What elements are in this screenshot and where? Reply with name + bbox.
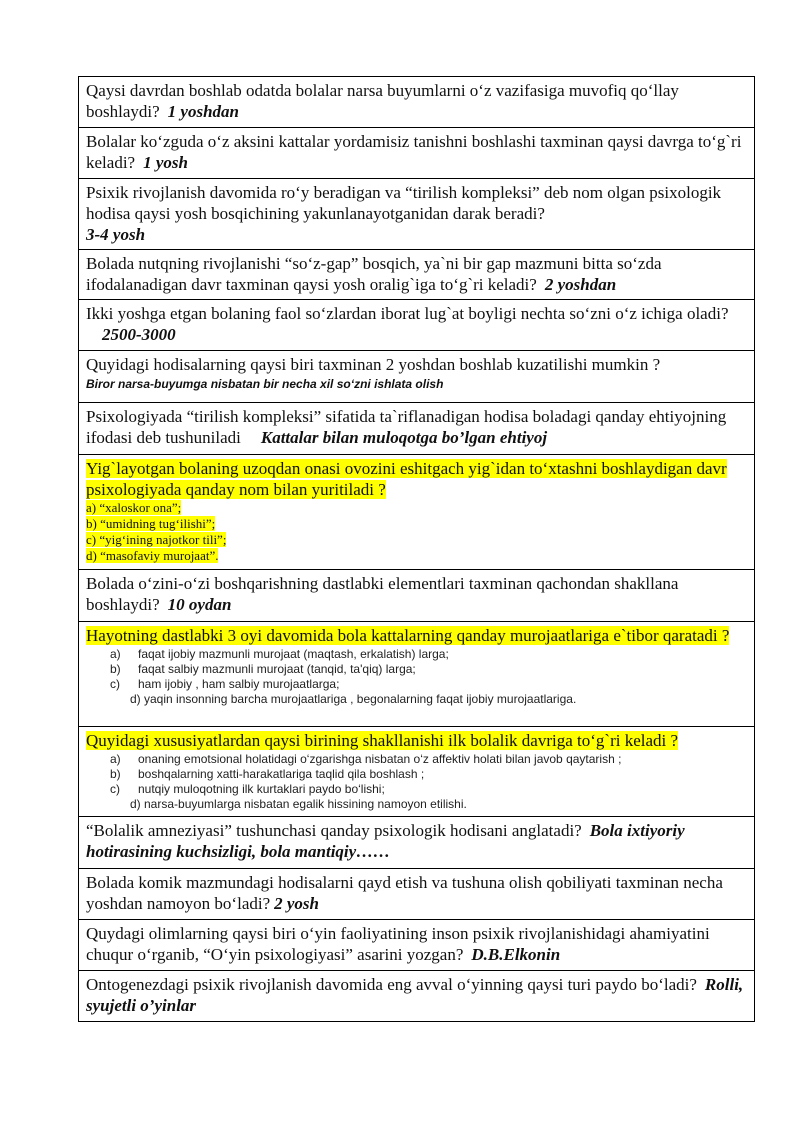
table-cell xyxy=(79,570,755,622)
option-d: d) “masofaviy murojaat”. xyxy=(86,548,219,563)
table-cell xyxy=(79,351,755,403)
table-row xyxy=(79,817,755,869)
table-row xyxy=(79,727,755,817)
table-row xyxy=(79,570,755,622)
options-list xyxy=(86,752,748,812)
option-b: b) boshqalarning xatti-harakatlariga taqlid qila boshlash ; xyxy=(110,767,425,781)
answer-text: 10 oydan xyxy=(167,595,232,614)
option-d: d) yaqin insonning barcha murojaatlariga , begonalarning faqat ijobiy murojaatlariga. xyxy=(130,692,577,706)
answer-text: 2500-3000 xyxy=(102,325,176,344)
table-row xyxy=(79,351,755,403)
option-c: c) ham ijobiy , ham salbiy murojaatlarga; xyxy=(110,677,340,691)
question-text: Bolada komik mazmundagi hodisalarni qayd etish va tushuna olish qobiliyati taxminan necha yoshdan namoyon bo‘ladi? xyxy=(86,873,723,913)
table-cell xyxy=(79,300,755,351)
table-cell xyxy=(79,622,755,727)
table-row xyxy=(79,455,755,570)
table-row xyxy=(79,250,755,300)
question-text: Hayotning dastlabki 3 oyi davomida bola kattalarning qanday murojaatlariga e`tibor qaratadi ? xyxy=(86,626,730,645)
table-cell xyxy=(79,179,755,250)
option-c: c) “yig‘ining najotkor tili”; xyxy=(86,532,227,547)
question-text: Bolalar ko‘zguda o‘z aksini kattalar yordamisiz tanishni boshlashi taxminan qaysi davrga to‘g`ri keladi? xyxy=(86,132,742,172)
answer-text: 1 yosh xyxy=(143,153,188,172)
question-text: Bolada nutqning rivojlanishi “so‘z-gap” bosqich, ya`ni bir gap mazmuni bitta so‘zda ifodalanadigan davr taxminan qaysi yosh oralig`iga to‘g`ri keladi? xyxy=(86,254,662,294)
question-text: Ontogenezdagi psixik rivojlanish davomida eng avval o‘yinning qaysi turi paydo bo‘ladi? xyxy=(86,975,697,994)
option-a: a) onaning emotsional holatidagi o‘zgarishga nisbatan o‘z affektiv holati bilan javob qaytarish ; xyxy=(110,752,622,766)
answer-text: Kattalar bilan muloqotga bo’lgan ehtiyoj xyxy=(260,428,548,447)
table-cell xyxy=(79,403,755,455)
table-row xyxy=(79,622,755,727)
question-text: Bolada o‘zini-o‘zi boshqarishning dastlabki elementlari taxminan qachondan shakllana boshlaydi? xyxy=(86,574,679,614)
question-text: Yig`layotgan bolaning uzoqdan onasi ovozini eshitgach yig`idan to‘xtashni boshlaydigan davr psixologiyada qanday nom bilan yuritiladi ? xyxy=(86,459,727,499)
option-a: a) “xaloskor ona”; xyxy=(86,500,182,515)
question-text: “Bolalik amneziyasi” tushunchasi qanday psixologik hodisani anglatadi? xyxy=(86,821,582,840)
table-row xyxy=(79,128,755,179)
option-c: c) nutqiy muloqotning ilk kurtaklari paydo bo‘lishi; xyxy=(110,782,385,796)
answer-text: Rolli, syujetli o’yinlar xyxy=(86,975,744,1015)
table-cell xyxy=(79,250,755,300)
table-cell xyxy=(79,727,755,817)
answer-text: D.B.Elkonin xyxy=(471,945,561,964)
table-row xyxy=(79,179,755,250)
table-cell xyxy=(79,128,755,179)
options-list xyxy=(86,647,748,707)
qa-table xyxy=(78,76,755,1022)
table-cell xyxy=(79,920,755,971)
answer-text: 1 yoshdan xyxy=(167,102,239,121)
option-d: d) narsa-buyumlarga nisbatan egalik hissining namoyon etilishi. xyxy=(130,797,467,811)
table-cell xyxy=(79,77,755,128)
table-cell xyxy=(79,971,755,1022)
answer-text: Bola ixtiyoriy hotirasining kuchsizligi, bola mantiqiy…… xyxy=(86,821,685,861)
table-row xyxy=(79,403,755,455)
question-text: Psixik rivojlanish davomida ro‘y beradigan va “tirilish kompleksi” deb nom olgan psixologik hodisa qaysi yosh bosqichining yakunlanayotganidan darak beradi? xyxy=(86,183,722,223)
table-row xyxy=(79,300,755,351)
option-a: a) faqat ijobiy mazmunli murojaat (maqtash, erkalatish) larga; xyxy=(110,647,449,661)
table-cell xyxy=(79,455,755,570)
answer-text: 3-4 yosh xyxy=(86,225,146,244)
option-b: b) faqat salbiy mazmunli murojaat (tanqid, ta'qiq) larga; xyxy=(110,662,416,676)
table-cell xyxy=(79,817,755,869)
table-cell xyxy=(79,869,755,920)
option-b: b) “umidning tug‘ilishi”; xyxy=(86,516,216,531)
table-row xyxy=(79,971,755,1022)
question-text: Quyidagi hodisalarning qaysi biri taxminan 2 yoshdan boshlab kuzatilishi mumkin ? xyxy=(86,355,661,374)
answer-text: Biror narsa-buyumga nisbatan bir necha xil so‘zni ishlata olish xyxy=(86,377,444,391)
question-text: Quydagi olimlarning qaysi biri o‘yin faoliyatining inson psixik rivojlanishidagi ahamiyatini chuqur o‘rganib, “O‘yin psixologiyasi” asarini yozgan? xyxy=(86,924,710,964)
table-row xyxy=(79,77,755,128)
table-row xyxy=(79,920,755,971)
answer-text: 2 yosh xyxy=(274,894,320,913)
table-row xyxy=(79,869,755,920)
question-text: Quyidagi xususiyatlardan qaysi birining shakllanishi ilk bolalik davriga to‘g`ri keladi ? xyxy=(86,731,679,750)
question-text: Qaysi davrdan boshlab odatda bolalar narsa buyumlarni o‘z vazifasiga muvofiq qo‘llay boshlaydi? xyxy=(86,81,679,121)
question-text: Ikki yoshga etgan bolaning faol so‘zlardan iborat lug`at boyligi nechta so‘zni o‘z ichiga oladi? xyxy=(86,304,729,323)
answer-text: 2 yoshdan xyxy=(544,275,617,294)
question-text: Psixologiyada “tirilish kompleksi” sifatida ta`riflanadigan hodisa boladagi qanday ehtiyojning ifodasi deb tushuniladi xyxy=(86,407,727,447)
